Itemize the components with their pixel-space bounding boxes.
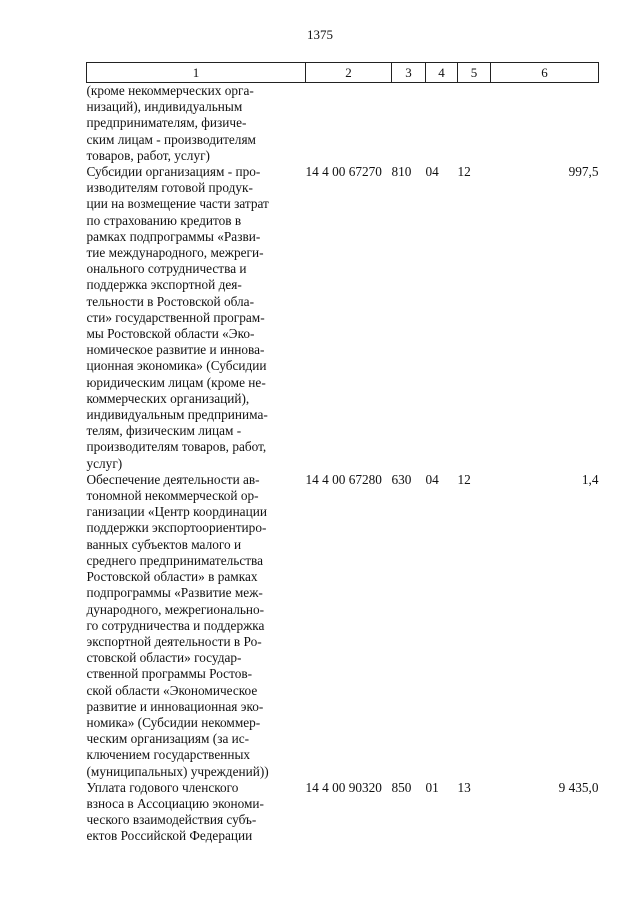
row-code bbox=[306, 83, 392, 165]
row-pr bbox=[458, 83, 491, 165]
row-amount bbox=[491, 83, 599, 165]
table-row bbox=[87, 164, 599, 472]
row-code: 14 4 00 90320 bbox=[305, 779, 382, 795]
row-amount: 1,4 bbox=[581, 471, 599, 487]
row-vr: 850 bbox=[391, 779, 412, 795]
row-pr: 12 bbox=[457, 164, 471, 180]
row-description: Обеспечение деятельности ав- тономной некоммерческой ор- ганизации «Центр координации поддержки экспортоориентиро- ванных субъектов малого и среднего предпринимательства Ростовской области» в рамках подпрограммы «Развитие меж- дународного, межрегионально- го сотрудничества и поддержка экспортной деятельности в Ро- стовской области» государ- ственной программы Ростов- ской области «Экономическое развитие и инновационная эко- номика» (Субсидии некоммер- ческим организациям (за ис- ключением государственных (муниципальных) учреждений)) bbox=[86, 471, 269, 779]
row-description: Уплата годового членского взноса в Ассоциацию экономи- ческого взаимодействия субъ- ектов Российской Федерации bbox=[86, 779, 264, 844]
column-header-description: 1 bbox=[87, 63, 306, 83]
column-header-amount: 6 bbox=[491, 63, 599, 83]
table-row bbox=[87, 780, 599, 845]
budget-table bbox=[86, 62, 599, 845]
row-rz: 04 bbox=[425, 471, 439, 487]
row-description: Субсидии организациям - про- изводителям готовой продук- ции на возмещение части затрат по страхованию кредитов в рамках подпрограммы «Разви- тие международного, межреги- онального сотрудничества и поддержка экспортной дея- тельности в Ростовской обла- сти» государственной програм- мы Ростовской области «Эко- номическое развитие и иннова- ционная экономика» (Субсидии юридическим лицам (кроме не- коммерческих организаций), индивидуальным предпринима- телям, физическим лицам - производителям товаров, работ, услуг) bbox=[86, 164, 269, 471]
column-header-vr: 3 bbox=[392, 63, 426, 83]
row-amount: 997,5 bbox=[568, 164, 599, 180]
row-code: 14 4 00 67270 bbox=[305, 164, 382, 180]
table-row bbox=[87, 472, 599, 780]
row-pr: 12 bbox=[457, 471, 471, 487]
page-number: 1375 bbox=[307, 27, 333, 42]
header-row bbox=[87, 63, 599, 83]
row-rz bbox=[426, 83, 458, 165]
row-code: 14 4 00 67280 bbox=[305, 471, 382, 487]
column-header-rz: 4 bbox=[426, 63, 458, 83]
column-header-pr: 5 bbox=[458, 63, 491, 83]
row-pr: 13 bbox=[457, 779, 471, 795]
row-amount: 9 435,0 bbox=[558, 779, 599, 795]
row-description: (кроме некоммерческих орга- низаций), индивидуальным предпринимателям, физиче- ским лицам - производителям товаров, работ, услуг) bbox=[86, 83, 256, 163]
row-vr: 630 bbox=[391, 471, 412, 487]
row-vr: 810 bbox=[391, 164, 412, 180]
table-row bbox=[87, 83, 599, 165]
row-rz: 01 bbox=[425, 779, 439, 795]
column-header-code: 2 bbox=[306, 63, 392, 83]
row-rz: 04 bbox=[425, 164, 439, 180]
row-vr bbox=[392, 83, 426, 165]
